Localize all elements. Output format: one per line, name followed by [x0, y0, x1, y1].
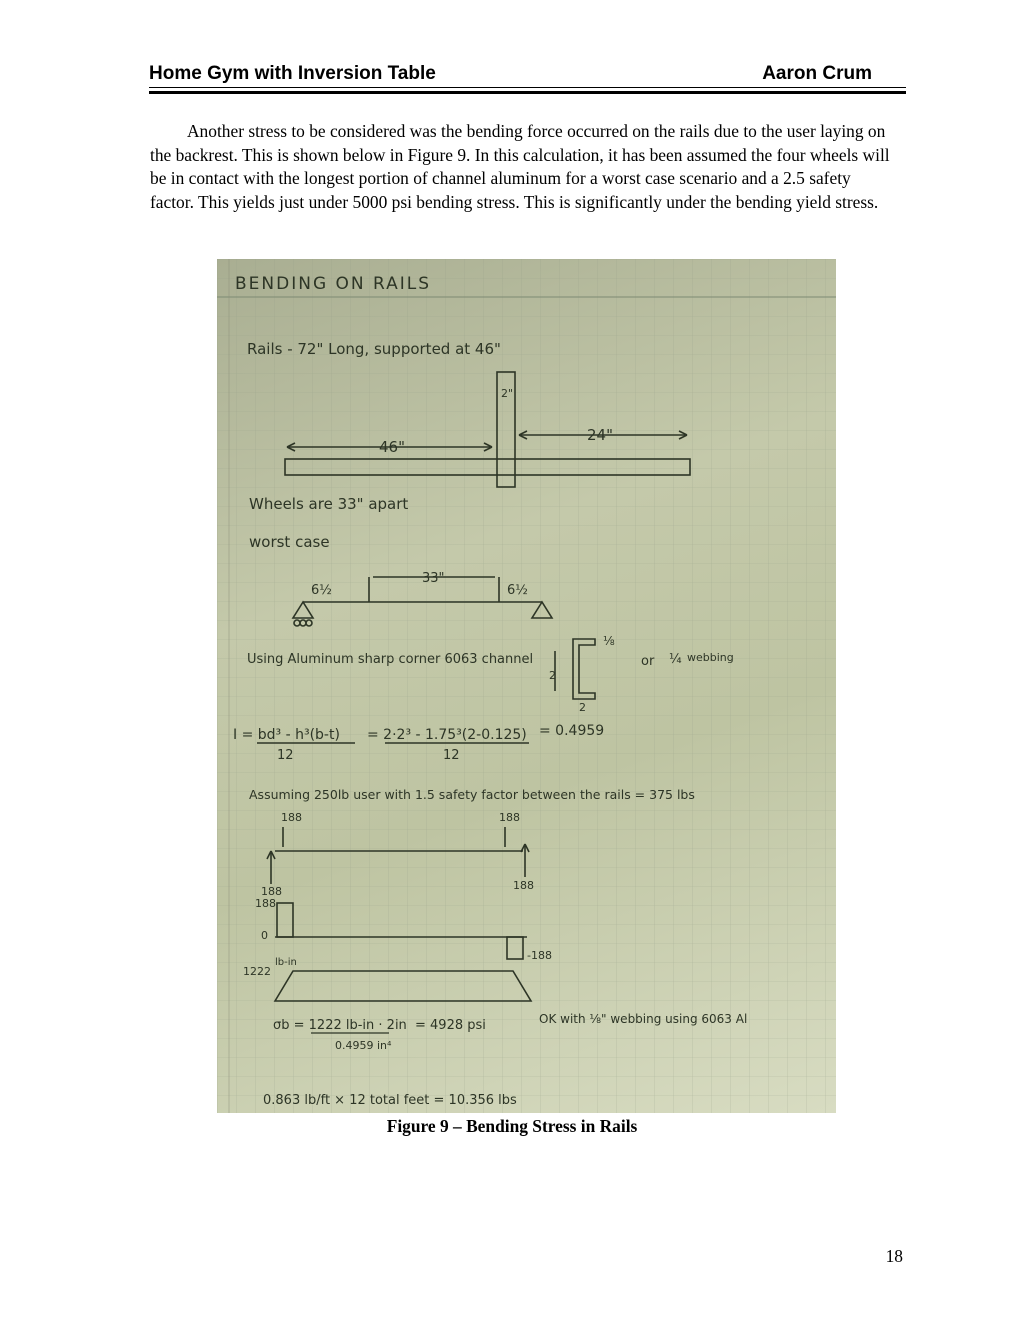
- moment-inertia-result: = 0.4959: [539, 723, 605, 739]
- webbing-text: webbing: [687, 651, 734, 664]
- page-number: 18: [885, 1246, 903, 1266]
- stress-result: = 4928 psi: [415, 1018, 486, 1033]
- moment-inertia-den: 12: [277, 748, 294, 763]
- weight-line: 0.863 lb/ft × 12 total feet = 10.356 lbs: [263, 1093, 517, 1108]
- figure-caption: Figure 9 – Bending Stress in Rails: [386, 1116, 638, 1136]
- shear-bottom: -188: [527, 949, 552, 962]
- stress-eq: σb = 1222 lb-in · 2in: [273, 1018, 407, 1033]
- shear-top: 188: [255, 897, 276, 910]
- moment-unit: lb-in: [275, 957, 297, 968]
- moment-inertia-sub-den: 12: [443, 748, 460, 763]
- stress-denominator: 0.4959 in⁴: [335, 1039, 392, 1052]
- dim-2: 2": [501, 387, 514, 400]
- dim-33: 33": [422, 571, 445, 586]
- load-right: 188: [499, 811, 520, 824]
- header-rule-thick: [149, 91, 906, 94]
- dim-6-right: 6½: [507, 583, 528, 598]
- dim-24: 24": [587, 426, 613, 444]
- notes-title: BENDING ON RAILS: [235, 274, 432, 294]
- moment-inertia-sub: = 2·2³ - 1.75³(2-0.125): [367, 727, 527, 743]
- page-header: [149, 60, 906, 94]
- load-left: 188: [281, 811, 302, 824]
- notes-line-wheels: Wheels are 33" apart: [249, 495, 409, 513]
- dim-6-left: 6½: [311, 583, 332, 598]
- body-paragraph: Another stress to be considered was the bending force occurred on the rails due to the user laying on the backrest. This is shown below in Figure 9. In this calculation, it has been assumed the four wheels will be in contact with the longest portion of channel aluminum for a worst case scenario and a 2.5 safety factor. This yields just under 5000 psi bending stress. This is significantly under the bending yield stress.: [150, 121, 890, 212]
- notes-line-load: Assuming 250lb user with 1.5 safety factor between the rails = 375 lbs: [249, 787, 695, 802]
- or-text: or: [641, 654, 655, 669]
- notes-line-channel: Using Aluminum sharp corner 6063 channel: [247, 652, 534, 667]
- ok-text: OK with ⅛" webbing using 6063 Al: [539, 1012, 748, 1026]
- reaction-left: 188: [261, 885, 282, 898]
- shear-zero: 0: [261, 929, 268, 942]
- figure-9-photo: [217, 259, 836, 1113]
- channel-width: 2: [579, 701, 586, 714]
- dim-46: 46": [379, 438, 405, 456]
- document-title: Home Gym with Inversion Table: [149, 63, 436, 84]
- reaction-right: 188: [513, 879, 534, 892]
- handwritten-notes-sketch: [217, 259, 836, 1113]
- moment-max: 1222: [243, 965, 271, 978]
- moment-inertia-eq: I = bd³ - h³(b-t): [233, 727, 340, 743]
- channel-height: 2: [549, 669, 556, 682]
- notes-line-rails: Rails - 72" Long, supported at 46": [247, 340, 501, 358]
- notes-line-worst-case: worst case: [249, 533, 330, 551]
- quarter-text: ¼: [669, 652, 682, 667]
- header-rule-thin: [149, 87, 906, 88]
- channel-thickness: ⅛: [603, 634, 615, 648]
- author-name: Aaron Crum: [762, 63, 872, 84]
